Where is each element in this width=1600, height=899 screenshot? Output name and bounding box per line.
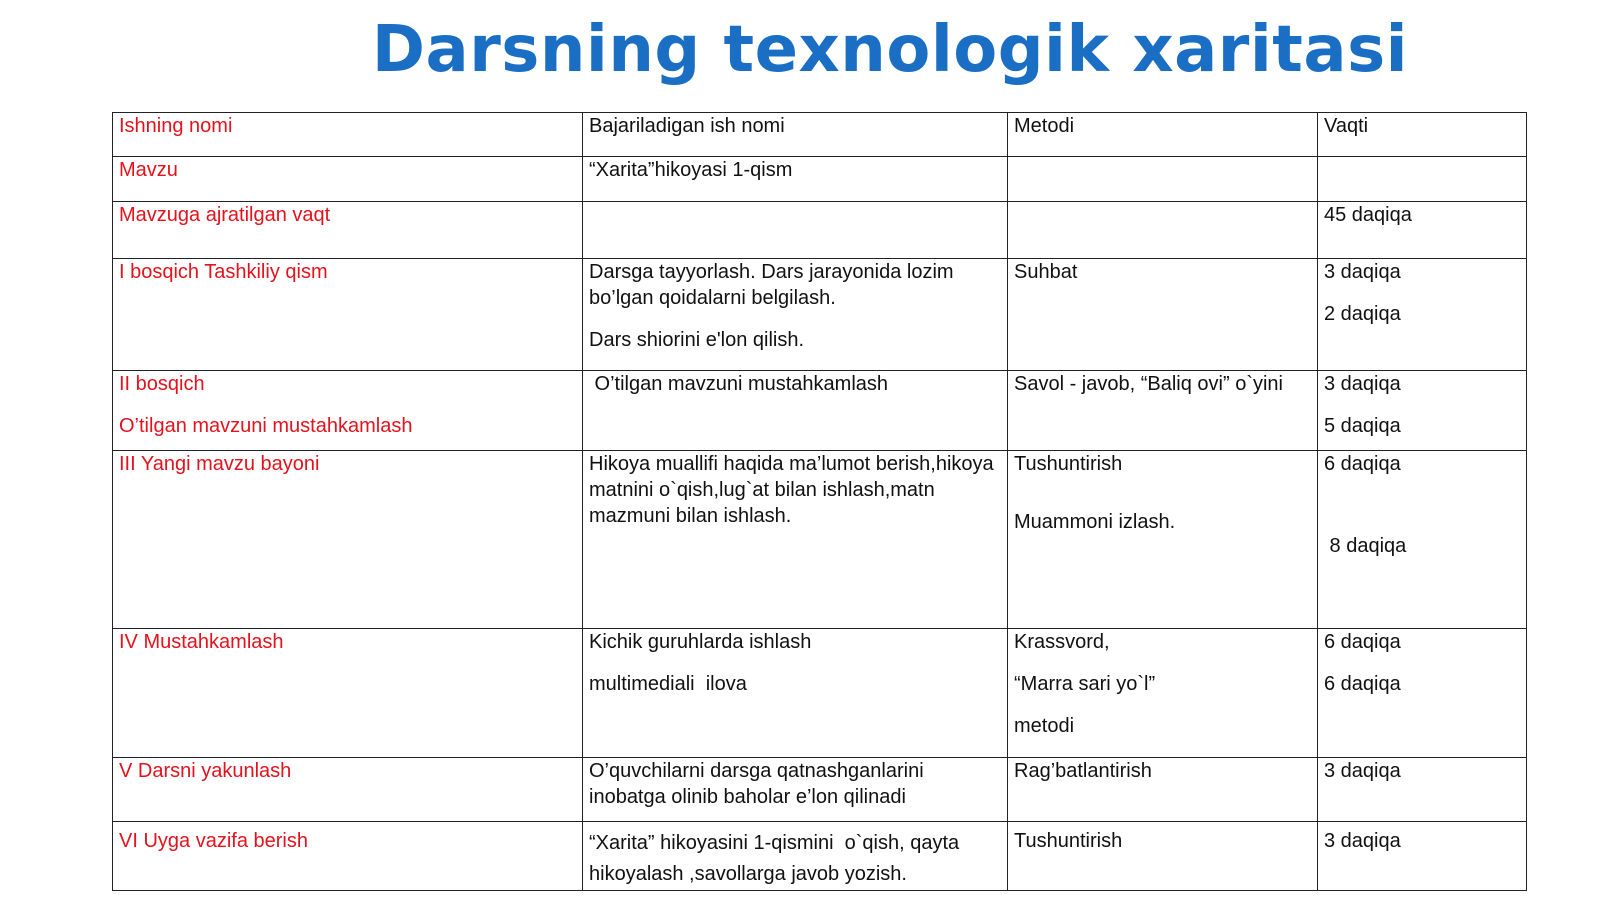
- time-cell: [1318, 451, 1527, 629]
- task-cell: [583, 451, 1008, 629]
- cell-text: VI Uyga vazifa berish: [119, 830, 308, 852]
- cell-text: II bosqich: [119, 373, 205, 395]
- cell-text: 2 daqiqa: [1324, 303, 1401, 325]
- cell-text: 6 daqiqa: [1324, 673, 1401, 695]
- slide-title: Darsning texnologik xaritasi: [371, 13, 1409, 87]
- method-cell: [1008, 259, 1318, 371]
- table-header-row: [113, 113, 1527, 157]
- cell-text: O’tilgan mavzuni mustahkamlash: [589, 373, 889, 395]
- method-cell: [1008, 451, 1318, 629]
- task-cell: [583, 202, 1008, 259]
- cell-text: “Xarita”hikoyasi 1-qism: [589, 159, 793, 181]
- cell-text: 3 daqiqa: [1324, 261, 1401, 283]
- cell-text: 3 daqiqa: [1324, 830, 1401, 852]
- time-cell: [1318, 629, 1527, 758]
- cell-text: 6 daqiqa: [1324, 453, 1401, 475]
- stage-cell: [113, 202, 583, 259]
- cell-text: “Marra sari yo`l”: [1014, 673, 1156, 695]
- cell-text: Tushuntirish: [1014, 830, 1123, 852]
- task-cell: [583, 822, 1008, 891]
- stage-cell: [113, 157, 583, 202]
- time-cell: [1318, 202, 1527, 259]
- task-cell: [583, 157, 1008, 202]
- table-row: [113, 371, 1527, 451]
- cell-text: Krassvord,: [1014, 631, 1110, 653]
- stage-cell: [113, 822, 583, 891]
- cell-text: Savol - javob, “Baliq ovi” o`yini: [1014, 373, 1283, 395]
- time-cell: [1318, 371, 1527, 451]
- method-cell: [1008, 157, 1318, 202]
- time-cell: [1318, 259, 1527, 371]
- method-cell: [1008, 202, 1318, 259]
- cell-text: metodi: [1014, 715, 1075, 737]
- cell-text: Hikoya muallifi haqida ma’lumot berish,hikoya matnini o`qish,lug`at bilan ishlash,matn mazmuni bilan ishlash.: [589, 453, 994, 527]
- cell-text: IV Mustahkamlash: [119, 631, 284, 653]
- stage-cell: [113, 451, 583, 629]
- method-cell: [1008, 371, 1318, 451]
- cell-text: V Darsni yakunlash: [119, 760, 292, 782]
- cell-text: Dars shiorini e'lon qilish.: [589, 329, 805, 351]
- cell-text: Kichik guruhlarda ishlash: [589, 631, 812, 653]
- cell-text: III Yangi mavzu bayoni: [119, 453, 320, 475]
- header-method: Metodi: [1008, 113, 1318, 157]
- cell-text: I bosqich Tashkiliy qism: [119, 261, 328, 283]
- cell-text: O’quvchilarni darsga qatnashganlarini inobatga olinib baholar e’lon qilinadi: [589, 760, 924, 808]
- cell-text: Suhbat: [1014, 261, 1078, 283]
- stage-cell: [113, 371, 583, 451]
- cell-text: Rag’batlantirish: [1014, 760, 1152, 782]
- stage-cell: [113, 758, 583, 822]
- cell-text: 3 daqiqa: [1324, 373, 1401, 395]
- cell-text: 45 daqiqa: [1324, 204, 1412, 226]
- table-row: [113, 822, 1527, 891]
- cell-text: Tushuntirish: [1014, 453, 1123, 475]
- task-cell: [583, 629, 1008, 758]
- method-cell: [1008, 758, 1318, 822]
- cell-text: 3 daqiqa: [1324, 760, 1401, 782]
- method-cell: [1008, 822, 1318, 891]
- table-row: [113, 758, 1527, 822]
- stage-cell: [113, 259, 583, 371]
- table-row: [113, 629, 1527, 758]
- cell-text: 5 daqiqa: [1324, 415, 1401, 437]
- method-cell: [1008, 629, 1318, 758]
- cell-text: Darsga tayyorlash. Dars jarayonida lozim bo’lgan qoidalarni belgilash.: [589, 261, 954, 309]
- cell-text: multimediali ilova: [589, 673, 747, 695]
- header-work-name: Ishning nomi: [113, 113, 583, 157]
- task-cell: [583, 259, 1008, 371]
- task-cell: [583, 371, 1008, 451]
- cell-text: Muammoni izlash.: [1014, 511, 1176, 533]
- time-cell: [1318, 822, 1527, 891]
- table-row: [113, 259, 1527, 371]
- time-cell: [1318, 758, 1527, 822]
- task-cell: [583, 758, 1008, 822]
- cell-text: 6 daqiqa: [1324, 631, 1401, 653]
- cell-text: Mavzuga ajratilgan vaqt: [119, 204, 331, 226]
- table-row: [113, 451, 1527, 629]
- cell-text: Mavzu: [119, 159, 178, 181]
- cell-text: “Xarita” hikoyasini 1-qismini o`qish, qayta hikoyalash ,savollarga javob yozish.: [589, 832, 965, 885]
- lesson-map-table: [112, 112, 1527, 891]
- header-time: Vaqti: [1318, 113, 1527, 157]
- stage-cell: [113, 629, 583, 758]
- header-task-name: Bajariladigan ish nomi: [583, 113, 1008, 157]
- cell-text: O’tilgan mavzuni mustahkamlash: [119, 415, 413, 437]
- cell-text: 8 daqiqa: [1324, 535, 1407, 557]
- table-row: [113, 202, 1527, 259]
- time-cell: [1318, 157, 1527, 202]
- table-row: [113, 157, 1527, 202]
